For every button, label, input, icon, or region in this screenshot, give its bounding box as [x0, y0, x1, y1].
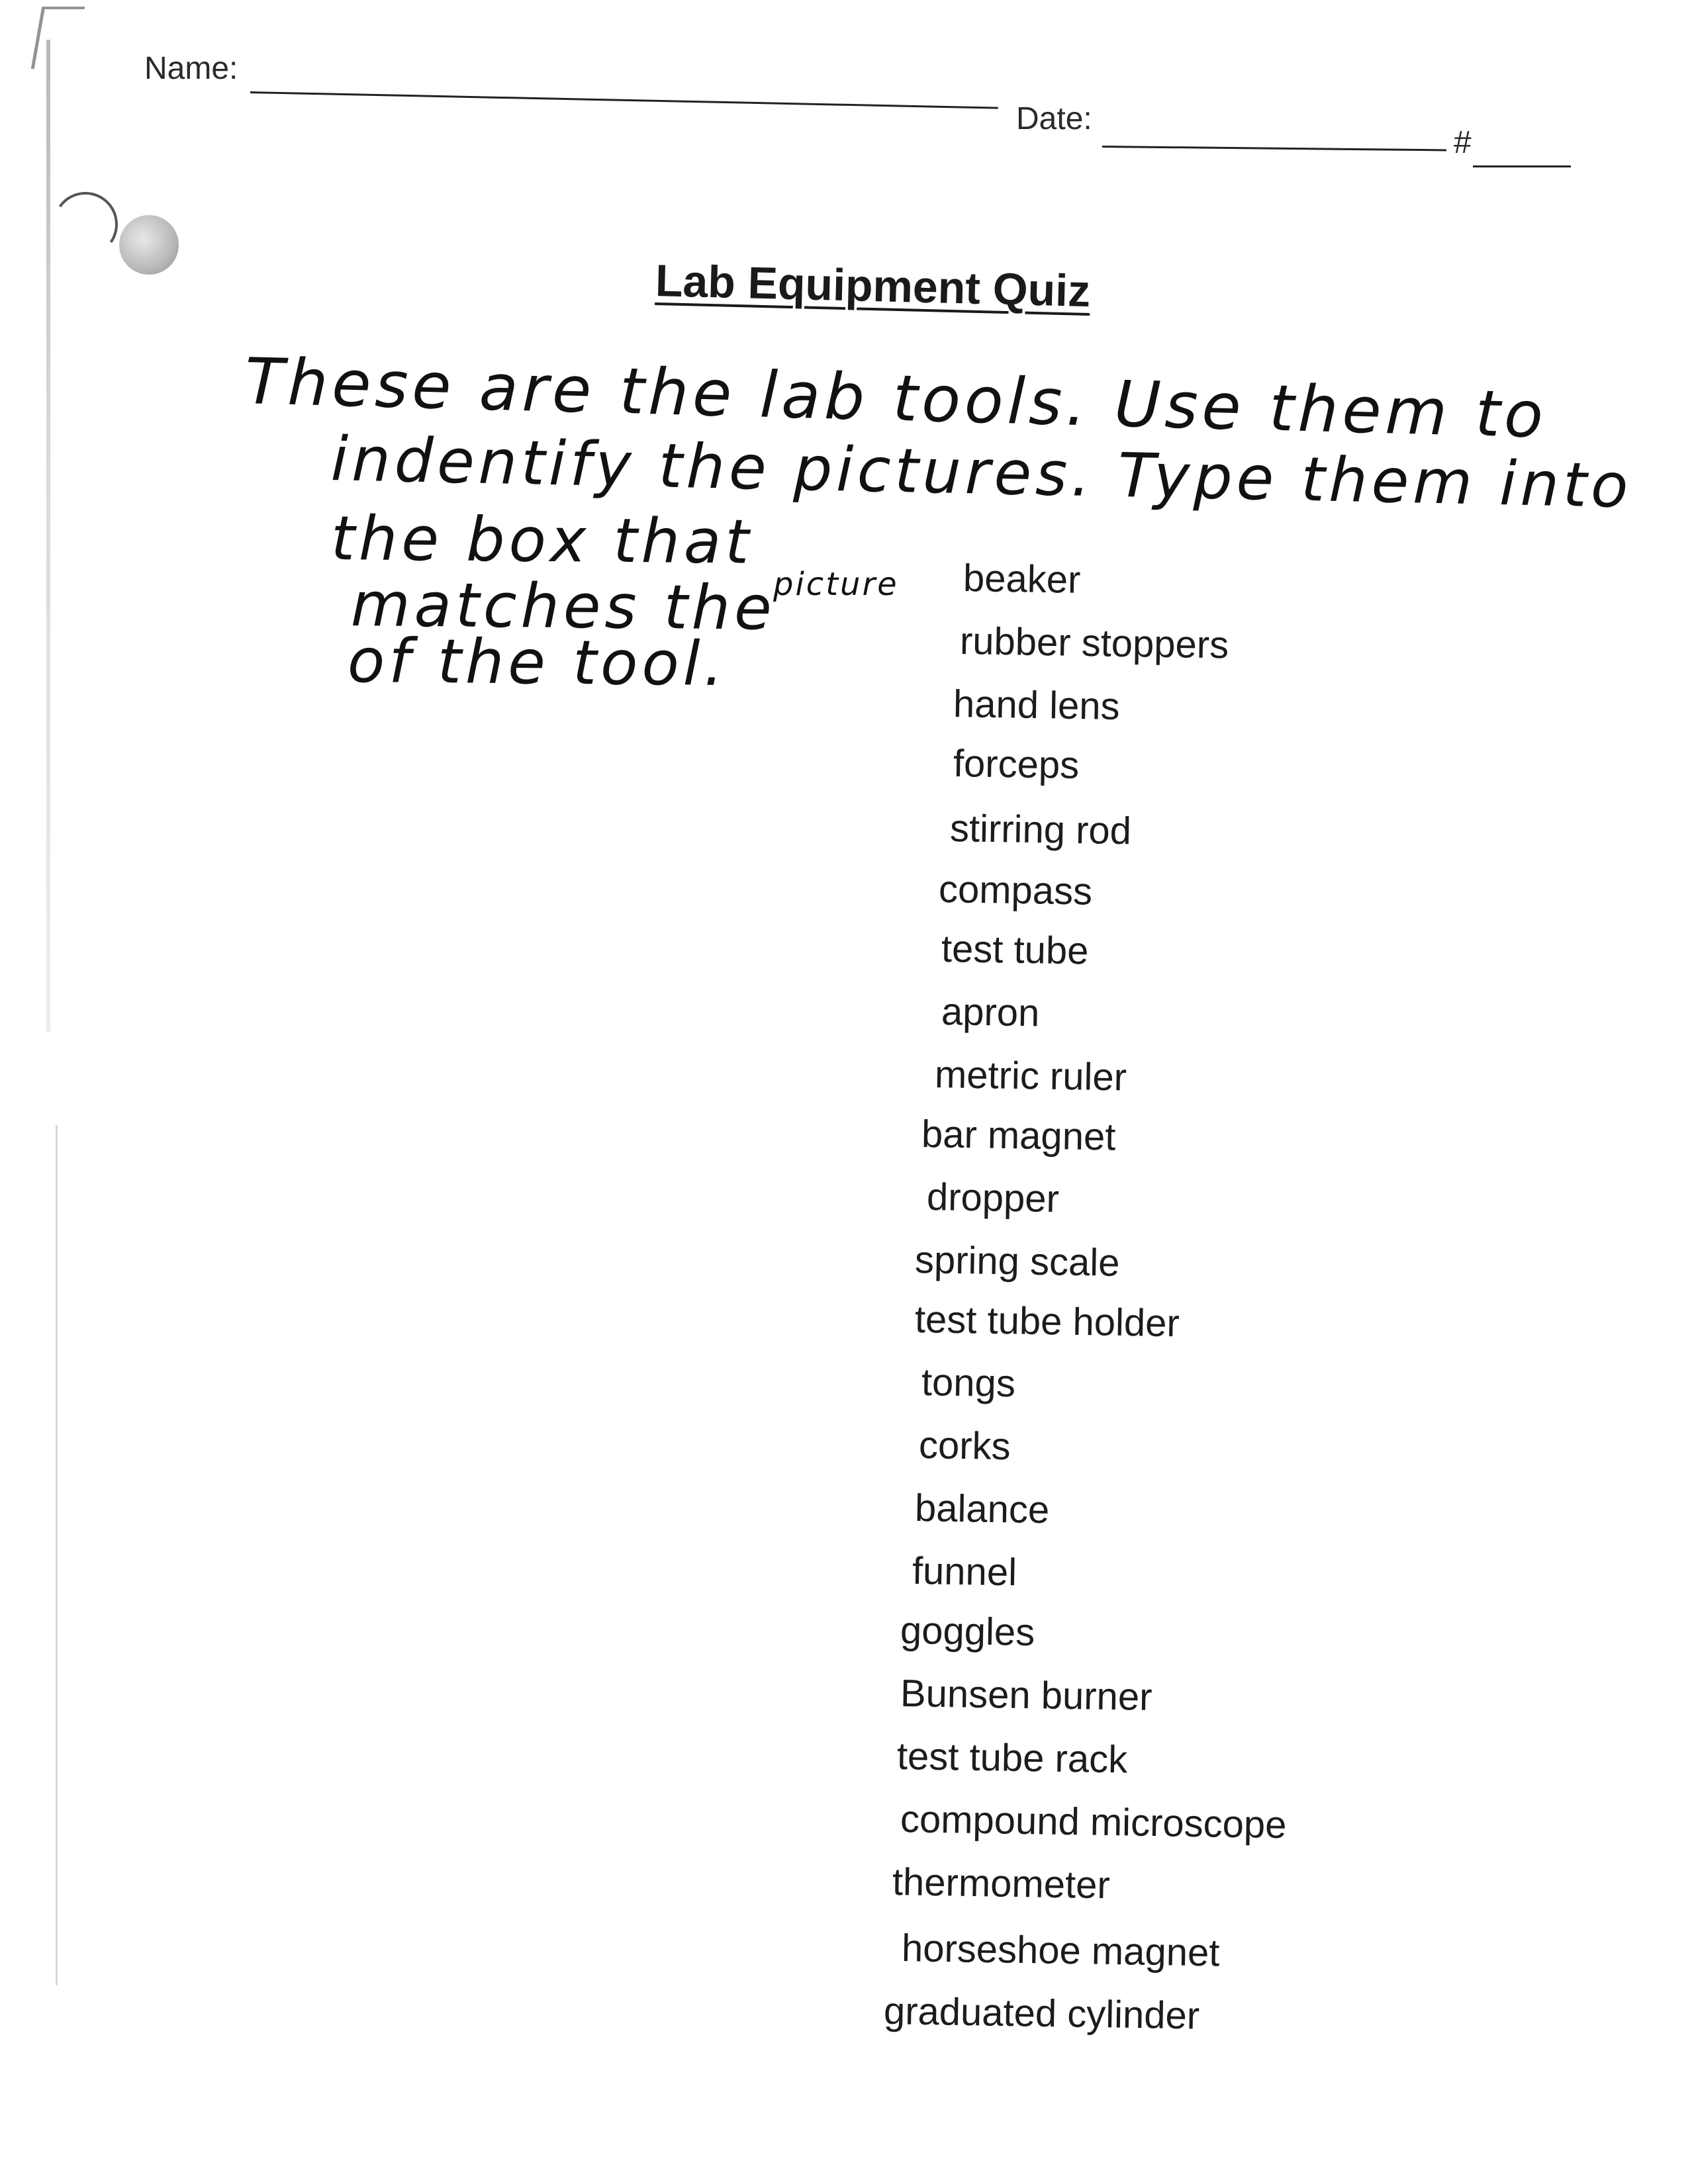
- tool-list-item: test tube rack: [896, 1735, 1128, 1782]
- tool-list-item: spring scale: [914, 1238, 1120, 1285]
- tool-list-item: thermometer: [892, 1860, 1111, 1907]
- tool-list-item: stirring rod: [949, 807, 1132, 853]
- number-field-line[interactable]: [1473, 165, 1571, 167]
- tool-list-item: test tube: [941, 927, 1089, 973]
- scan-edge-shadow: [46, 40, 50, 1032]
- tool-list-item: Bunsen burner: [900, 1672, 1152, 1719]
- instruction-line-4: matches the: [350, 569, 776, 644]
- tool-list-item: apron: [941, 990, 1040, 1035]
- hole-punch-icon: [119, 215, 179, 275]
- tool-list-item: test tube holder: [914, 1298, 1180, 1345]
- instruction-line-5: of the tool.: [347, 625, 728, 700]
- instruction-inserted-word: picture: [773, 566, 899, 603]
- date-label: Date:: [1016, 101, 1092, 136]
- date-field-line[interactable]: [1102, 146, 1446, 151]
- instruction-line-2: indentify the pictures. Type them into: [330, 424, 1633, 522]
- tool-list-item: bar magnet: [921, 1113, 1116, 1159]
- scan-edge-shadow-lower: [56, 1125, 58, 1985]
- tool-list-item: hand lens: [953, 682, 1121, 728]
- tool-list-item: rubber stoppers: [959, 619, 1229, 667]
- scan-corner-mark: [31, 7, 85, 69]
- tool-list-item: horseshoe magnet: [901, 1927, 1220, 1975]
- tool-list-item: balance: [914, 1486, 1050, 1532]
- name-label: Name:: [144, 51, 238, 86]
- tool-list-item: graduated cylinder: [883, 1989, 1200, 2038]
- hole-punch-edge: [48, 187, 123, 262]
- tool-list-item: funnel: [912, 1549, 1017, 1594]
- number-label: #: [1454, 125, 1472, 160]
- tool-list-item: compass: [938, 868, 1093, 913]
- tool-list-item: metric ruler: [934, 1053, 1127, 1099]
- tool-list-item: goggles: [900, 1609, 1035, 1655]
- tool-list-item: forceps: [953, 742, 1080, 787]
- instruction-line-1: These are the lab tools. Use them to: [244, 344, 1548, 453]
- tool-list-item: compound microscope: [900, 1797, 1287, 1847]
- tool-list-item: corks: [918, 1424, 1011, 1469]
- tool-list-item: tongs: [921, 1361, 1016, 1406]
- tool-list-item: beaker: [963, 557, 1081, 602]
- name-field-line[interactable]: [250, 91, 998, 109]
- page-title: Lab Equipment Quiz: [655, 255, 1092, 317]
- instruction-line-3: the box that: [330, 503, 753, 578]
- tool-list-item: dropper: [926, 1175, 1060, 1221]
